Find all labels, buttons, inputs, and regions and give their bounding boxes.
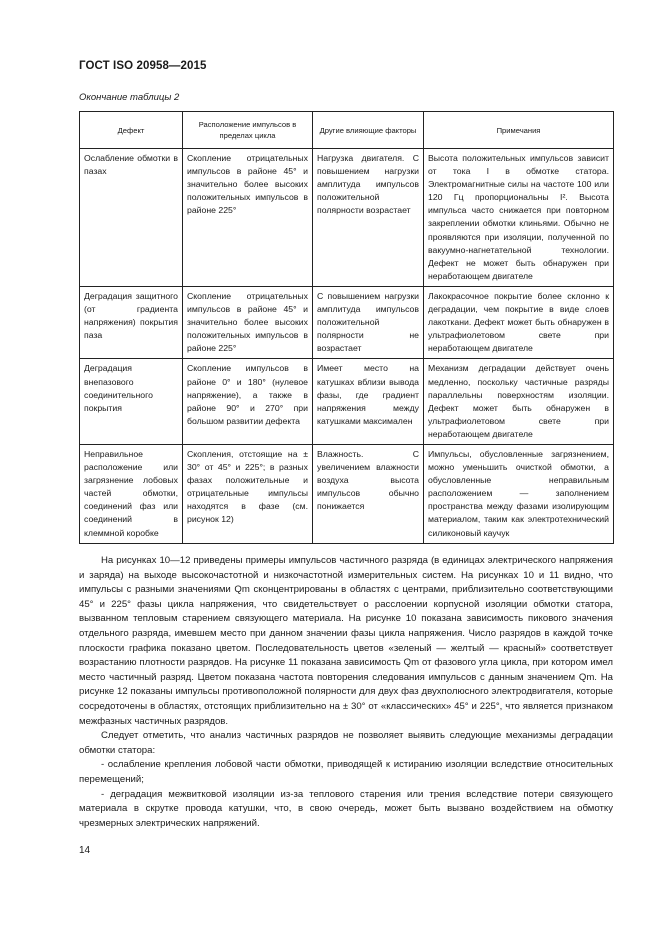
paragraph-figures: На рисунках 10—12 приведены примеры импульсов частичного разряда (в единицах электрического напряжения и заряда) на выходе высокочастотной и низкочастотной измерительных систем. На рисунках 10 и 11 видно, что импульсы с разными значениями Qm сконцентрированы в областях с центрами, приблизительно соответствующими 45° и 225° фазы цикла напряжения, что свидетельствует о расслоении корпусной изоляции обмотки статора, вызванном тепловым старением связующего материала. На рисунке 10 показана зависимость пикового значения отдельного разряда, имевшем место при данном значении фазы цикла напряжения. Число разрядов в каждой точке плоскости графика показано цветом. Последовательность цветов «зеленый — желтый — красный» соответствует возрастанию плотности разрядов. На рисунке 11 показана зависимость Qm от фазового угла цикла, при котором имел место частичный разряд. Цветом показана частота повторения следования импульсов с данным значением Qm. На рисунке 12 показаны импульсы противоположной полярности для двух фаз двухполюсного электродвигателя, которые сосредоточены в областях, отстоящих приблизительно на ± 30° от «классических» 45° и 225°, что является признаком межфазных частичных разрядов. bbox=[79, 555, 613, 727]
list-item: - ослабление крепления лобовой части обмотки, приводящей к истиранию изоляции вследствие относительных перемещений; bbox=[79, 759, 613, 785]
header-factors: Другие влияющие факторы bbox=[313, 112, 424, 149]
cell-notes: Высота положительных импульсов зависит от тока I в обмотке статора. Электромагнитные силы на частоте 100 или 120 Гц пропорциональны I². Высота импульса часто снижается при повторном закреплении обмотки клиньями. Обычно не проявляются при изоляции, полученной по вакуумно-нагнетательной технологии. Дефект не может быть обнаружен при неработающем двигателе bbox=[424, 149, 614, 287]
table-caption: Окончание таблицы 2 bbox=[79, 92, 180, 103]
header-defect: Дефект bbox=[80, 112, 183, 149]
defects-table bbox=[79, 111, 614, 544]
cell-notes: Механизм деградации действует очень медленно, поскольку частичные разряды параллельны поверхностям изоляции. Дефект может быть обнаружен в ультрафиолетовом свете при неработающем двигателе bbox=[424, 359, 614, 445]
table-header-row bbox=[80, 112, 614, 149]
header-location: Расположение импульсов в пределах цикла bbox=[183, 112, 313, 149]
cell-factors: Влажность. С увеличением влажности воздуха высота импульсов обычно понижается bbox=[313, 444, 424, 543]
list-item: - деградация межвитковой изоляции из-за теплового старения или трения вследствие потери связующего материала в скрутке провода катушки, что, в свою очередь, может быть вызвано воздействием на обмотку чрезмерных электрических напряжений. bbox=[79, 788, 613, 829]
cell-location: Скопление импульсов в районе 0° и 180° (нулевое напряжение), а также в районе 90° и 270° при большом развитии дефекта bbox=[183, 359, 313, 445]
cell-notes: Лакокрасочное покрытие более склонно к деградации, чем покрытие в виде слоев лакоткани. Дефект может быть обнаружен в ультрафиолетовом свете при неработающем двигателе bbox=[424, 286, 614, 358]
cell-location: Скопления, отстоящие на ± 30° от 45° и 225°; в разных фазах положительные и отрицательные импульсы находятся в фазе (см. рисунок 12) bbox=[183, 444, 313, 543]
cell-location: Скопление отрицательных импульсов в районе 45° и значительно более высоких положительных импульсов в районе 225° bbox=[183, 286, 313, 358]
cell-notes: Импульсы, обусловленные загрязнением, можно уменьшить очисткой обмотки, а обусловленные неправильным расположением — заполнением пространства между фазами изолирующим материалом, таким как электротехнический силиконовый каучук bbox=[424, 444, 614, 543]
cell-factors: Имеет место на катушках вблизи вывода фазы, где градиент напряжения между катушками максимален bbox=[313, 359, 424, 445]
cell-location: Скопление отрицательных импульсов в районе 45° и значительно более высоких положительных импульсов в районе 225° bbox=[183, 149, 313, 287]
table-row bbox=[80, 286, 614, 358]
cell-defect: Деградация защитного (от градиента напряжения) покрытия паза bbox=[80, 286, 183, 358]
cell-defect: Неправильное расположение или загрязнение лобовых частей обмотки, соединений фаз или соединений в клеммной коробке bbox=[80, 444, 183, 543]
body-text bbox=[79, 554, 613, 831]
cell-defect: Деградация внепазового соединительного покрытия bbox=[80, 359, 183, 445]
paragraph-limitations: Следует отметить, что анализ частичных разрядов не позволяет выявить следующие механизмы деградации обмотки статора: bbox=[79, 730, 613, 756]
document-header: ГОСТ ISO 20958—2015 bbox=[79, 60, 207, 72]
cell-defect: Ослабление обмотки в пазах bbox=[80, 149, 183, 287]
header-notes: Примечания bbox=[424, 112, 614, 149]
cell-factors: Нагрузка двигателя. С повышением нагрузки амплитуда импульсов положительной полярности возрастает bbox=[313, 149, 424, 287]
table-row bbox=[80, 149, 614, 287]
table-row bbox=[80, 359, 614, 445]
table-row bbox=[80, 444, 614, 543]
page-number: 14 bbox=[79, 845, 91, 856]
cell-factors: С повышением нагрузки амплитуда импульсов положительной полярности не возрастает bbox=[313, 286, 424, 358]
